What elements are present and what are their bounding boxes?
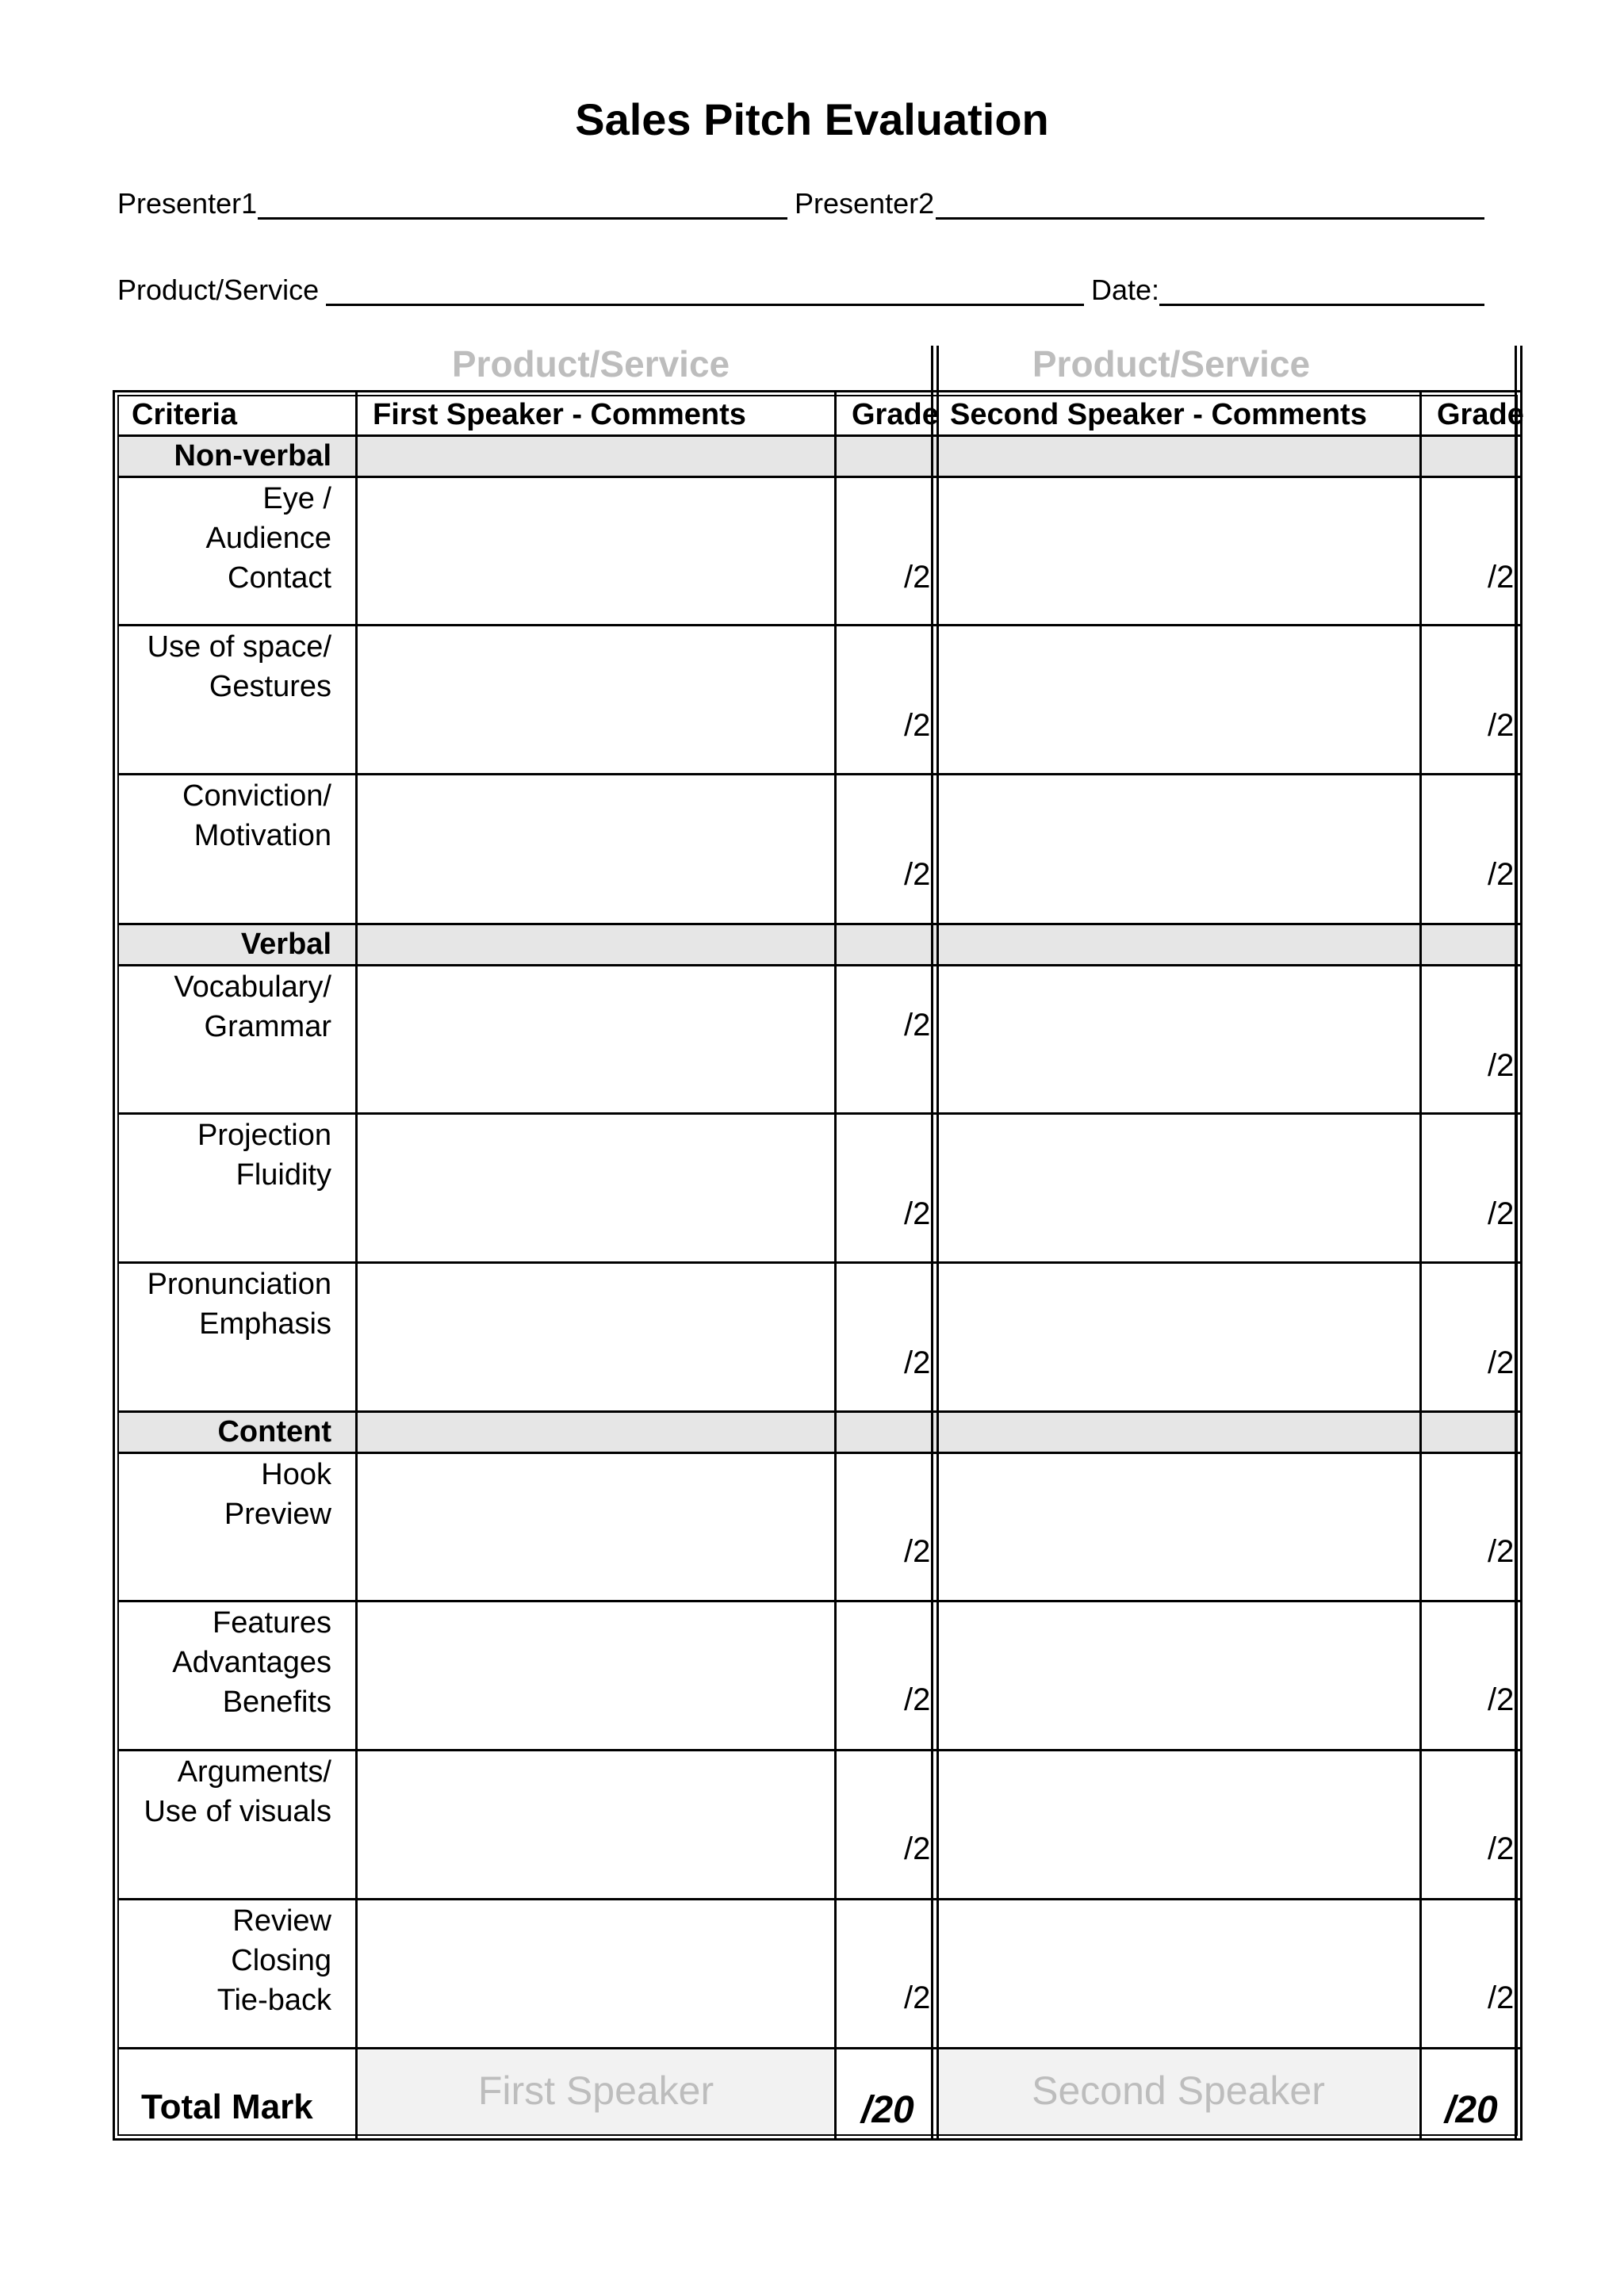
col-divider-criteria <box>355 390 358 2141</box>
row-line <box>117 1898 1521 1900</box>
criterion-line: Vocabulary/ <box>174 970 331 1004</box>
grade-mark-2: /2 <box>1488 857 1515 892</box>
criterion-line: Arguments/ <box>177 1755 331 1789</box>
criterion-line: Fluidity <box>236 1158 331 1192</box>
header-grade-2: Grade <box>1437 398 1524 431</box>
col-divider-middle-a <box>931 346 933 2141</box>
presenter1-field[interactable] <box>258 217 787 220</box>
product-field[interactable] <box>326 304 1084 306</box>
header-grade-1: Grade <box>852 398 939 431</box>
row-line <box>117 1600 1521 1602</box>
grade-mark-1: /2 <box>904 1534 931 1569</box>
criterion-line: Conviction/ <box>182 779 331 813</box>
criterion-line: Use of space/ <box>147 630 331 664</box>
grade-mark-2: /2 <box>1488 1682 1515 1717</box>
criterion-line: Preview <box>224 1498 331 1531</box>
criterion-line: Hook <box>261 1458 331 1491</box>
group-label-nonverbal: Non-verbal <box>174 439 331 473</box>
header-first-comments: First Speaker - Comments <box>373 398 746 431</box>
row-line <box>117 773 1521 775</box>
criterion-features <box>119 1603 331 1746</box>
group-label-nonverbal-wrap <box>119 436 331 477</box>
criterion-arguments <box>119 1752 331 1895</box>
criterion-line: Advantages <box>172 1646 331 1679</box>
grade-mark-1: /2 <box>904 857 931 892</box>
criterion-line: Pronunciation <box>147 1268 331 1301</box>
criterion-line: Use of visuals <box>144 1795 331 1828</box>
presenter1-label: Presenter1 <box>117 187 258 220</box>
grade-mark-1: /2 <box>904 1980 931 2015</box>
criterion-line: Contact <box>228 561 331 595</box>
criterion-line: Audience <box>205 522 331 555</box>
group-label-verbal: Verbal <box>240 928 331 961</box>
grade-mark-1: /2 <box>904 560 931 595</box>
page-title: Sales Pitch Evaluation <box>575 94 1049 144</box>
grade-mark-2: /2 <box>1488 708 1515 743</box>
date-label: Date: <box>1091 274 1160 306</box>
criterion-vocabulary <box>119 967 331 1110</box>
col-divider-grade1 <box>834 390 837 2141</box>
criterion-line: Projection <box>197 1119 331 1152</box>
product-service-head-left: Product/Service <box>451 343 730 385</box>
grade-mark-2: /2 <box>1488 1196 1515 1231</box>
criterion-pronunciation <box>119 1265 331 1407</box>
group-label-content: Content <box>217 1415 331 1448</box>
total-grade-2: /20 <box>1445 2089 1498 2131</box>
col-divider-grade2 <box>1419 390 1422 2141</box>
row-line <box>117 1112 1521 1115</box>
col-divider-middle-b <box>936 346 939 2141</box>
criterion-line: Benefits <box>222 1686 331 1719</box>
grade-mark-2: /2 <box>1488 1980 1515 2015</box>
total-grade-1: /20 <box>861 2089 914 2131</box>
right-edge-a <box>1515 346 1517 2141</box>
row-line <box>117 1261 1521 1264</box>
grade-mark-1: /2 <box>904 1831 931 1866</box>
header-criteria: Criteria <box>132 398 238 431</box>
criterion-line: Features <box>213 1606 331 1640</box>
criterion-line: Grammar <box>204 1010 331 1043</box>
total-first-speaker: First Speaker <box>477 2068 714 2113</box>
criterion-projection <box>119 1115 331 1258</box>
criterion-line: Closing <box>231 1944 331 1977</box>
criterion-conviction <box>119 776 331 919</box>
product-label: Product/Service <box>117 274 320 306</box>
grade-mark-2: /2 <box>1488 1831 1515 1866</box>
criterion-line: Gestures <box>209 670 331 703</box>
grade-mark-1: /2 <box>904 1345 931 1380</box>
presenter2-field[interactable] <box>936 217 1484 220</box>
grade-mark-1: /2 <box>904 1196 931 1231</box>
group-label-verbal-wrap <box>119 924 331 966</box>
criterion-eye-contact <box>119 479 331 622</box>
grade-mark-2: /2 <box>1488 1534 1515 1569</box>
presenter2-label: Presenter2 <box>795 187 935 220</box>
criterion-review <box>119 1901 331 2044</box>
grade-mark-2: /2 <box>1488 1345 1515 1380</box>
group-label-content-wrap <box>119 1412 331 1453</box>
total-mark-label: Total Mark <box>141 2087 313 2126</box>
criterion-line: Eye / <box>262 482 331 515</box>
criterion-line: Review <box>232 1904 331 1938</box>
criterion-line: Tie-back <box>216 1984 331 2017</box>
header-second-comments: Second Speaker - Comments <box>950 398 1367 431</box>
criterion-hook <box>119 1455 331 1598</box>
date-field[interactable] <box>1159 304 1484 306</box>
row-line <box>117 2047 1521 2049</box>
row-line <box>117 1749 1521 1751</box>
grade-mark-1: /2 <box>904 1682 931 1717</box>
product-service-head-right: Product/Service <box>1032 343 1311 385</box>
grade-mark-1: /2 <box>904 1008 931 1043</box>
criterion-use-of-space <box>119 627 331 770</box>
criterion-line: Emphasis <box>199 1307 331 1341</box>
total-second-speaker: Second Speaker <box>1032 2068 1325 2113</box>
grade-mark-1: /2 <box>904 708 931 743</box>
right-edge-b <box>1520 346 1522 2141</box>
grade-mark-2: /2 <box>1488 560 1515 595</box>
criterion-line: Motivation <box>193 819 331 852</box>
row-line <box>117 624 1521 626</box>
grade-mark-2: /2 <box>1488 1048 1515 1083</box>
